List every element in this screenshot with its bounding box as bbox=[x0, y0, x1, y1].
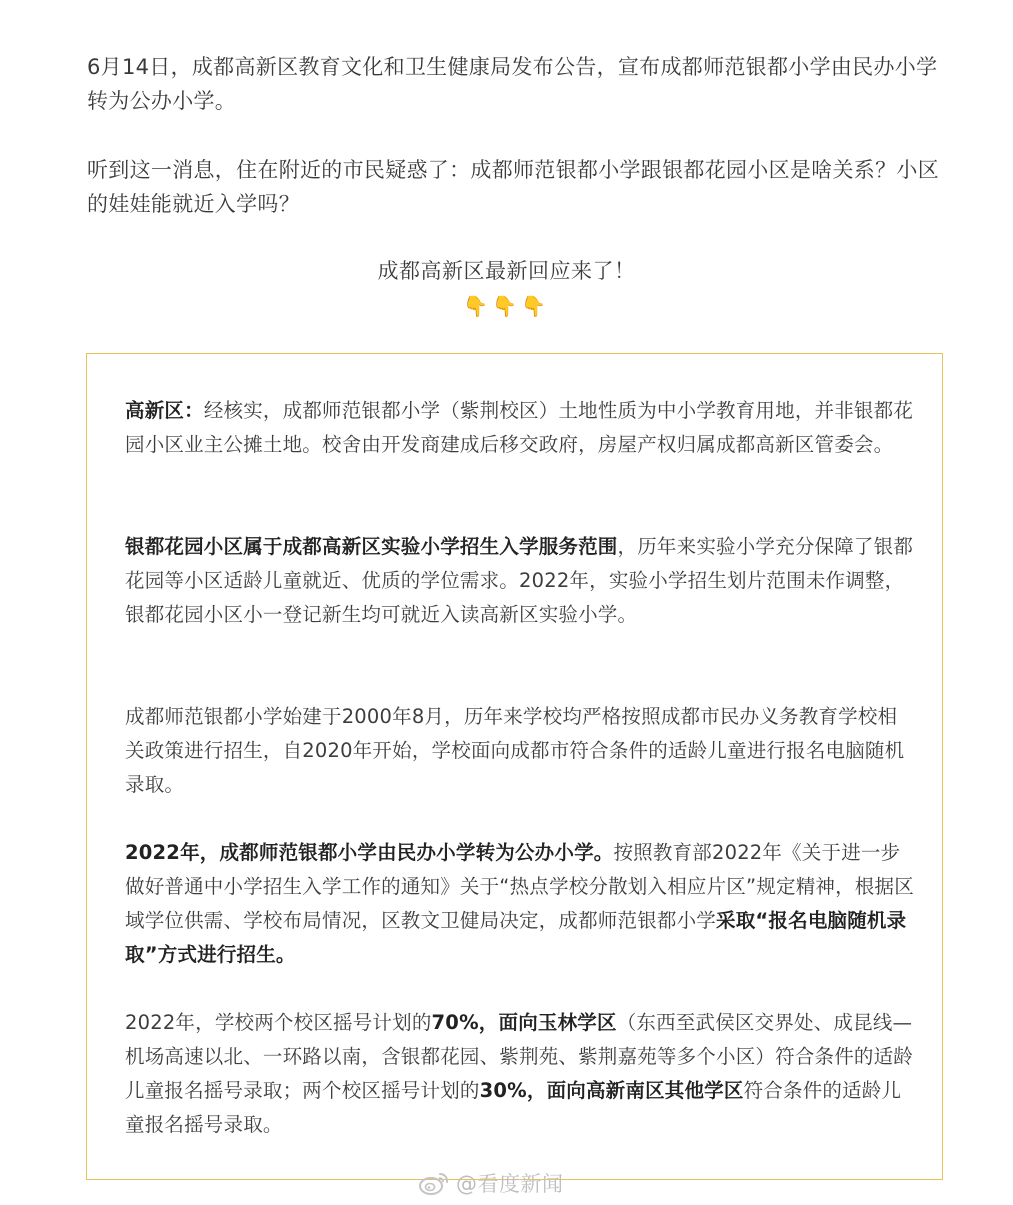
bold-lead: 高新区： bbox=[125, 399, 204, 422]
watermark-text: @看度新闻 bbox=[456, 1172, 564, 1196]
bold-segment-2: 30%，面向高新南区其他学区 bbox=[479, 1079, 744, 1102]
bold-lead: 银都花园小区属于成都高新区实验小学招生入学服务范围 bbox=[125, 535, 618, 558]
weibo-icon bbox=[418, 1170, 450, 1196]
intro-paragraph-1: 6月14日，成都高新区教育文化和卫生健康局发布公告，宣布成都师范银都小学由民办小学转为公办小学。 bbox=[87, 55, 938, 113]
box-paragraph-5 bbox=[125, 1006, 915, 1142]
box-paragraph-1 bbox=[125, 394, 915, 462]
body-text: 按照教育部2022年《关于进一步做好普通中小学招生入学工作的通知》关于“热点学校分散划入相应片区”规定精神，根据区域学位供需、学校布局情况，区教文卫健局决定，成都师范银都小学 bbox=[125, 841, 914, 932]
pointing-down-icons: 👇👇👇 bbox=[463, 294, 550, 318]
intro-paragraph-2: 听到这一消息，住在附近的市民疑惑了：成都师范银都小学跟银都花园小区是啥关系？小区的娃娃能就近入学吗？ bbox=[87, 158, 939, 216]
box-paragraph-3: 成都师范银都小学始建于2000年8月，历年来学校均严格按照成都市民办义务教育学校相关政策进行招生，自2020年开始，学校面向成都市符合条件的适龄儿童进行报名电脑随机录取。 bbox=[125, 705, 905, 796]
bold-end: 采取“报名电脑随机录取”方式进行招生。 bbox=[125, 909, 907, 966]
headline: 成都高新区最新回应来了！ bbox=[377, 259, 636, 283]
body-text: 2022年，学校两个校区摇号计划的 bbox=[125, 1011, 432, 1034]
body-text: ，历年来实验小学充分保障了银都花园等小区适龄儿童就近、优质的学位需求。2022年，实验小学招生划片范围未作调整，银都花园小区小一登记新生均可就近入读高新区实验小学。 bbox=[125, 535, 914, 626]
body-text: （东西至武侯区交界处、成昆线—机场高速以北、一环路以南，含银都花园、紫荆苑、紫荆嘉苑等多个小区）符合条件的适龄儿童报名摇号录取；两个校区摇号计划的 bbox=[125, 1011, 914, 1102]
box-paragraph-2 bbox=[125, 530, 915, 632]
weibo-watermark bbox=[418, 1166, 564, 1200]
bold-segment-1: 70%，面向玉林学区 bbox=[431, 1011, 617, 1034]
box-paragraph-4 bbox=[125, 836, 915, 972]
body-text: 经核实，成都师范银都小学（紫荆校区）土地性质为中小学教育用地，并非银都花园小区业主公摊土地。校舍由开发商建成后移交政府，房屋产权归属成都高新区管委会。 bbox=[125, 399, 914, 456]
response-box bbox=[86, 353, 943, 1180]
bold-lead: 2022年，成都师范银都小学由民办小学转为公办小学。 bbox=[125, 841, 614, 864]
body-text: 符合条件的适龄儿童报名摇号录取。 bbox=[125, 1079, 902, 1136]
